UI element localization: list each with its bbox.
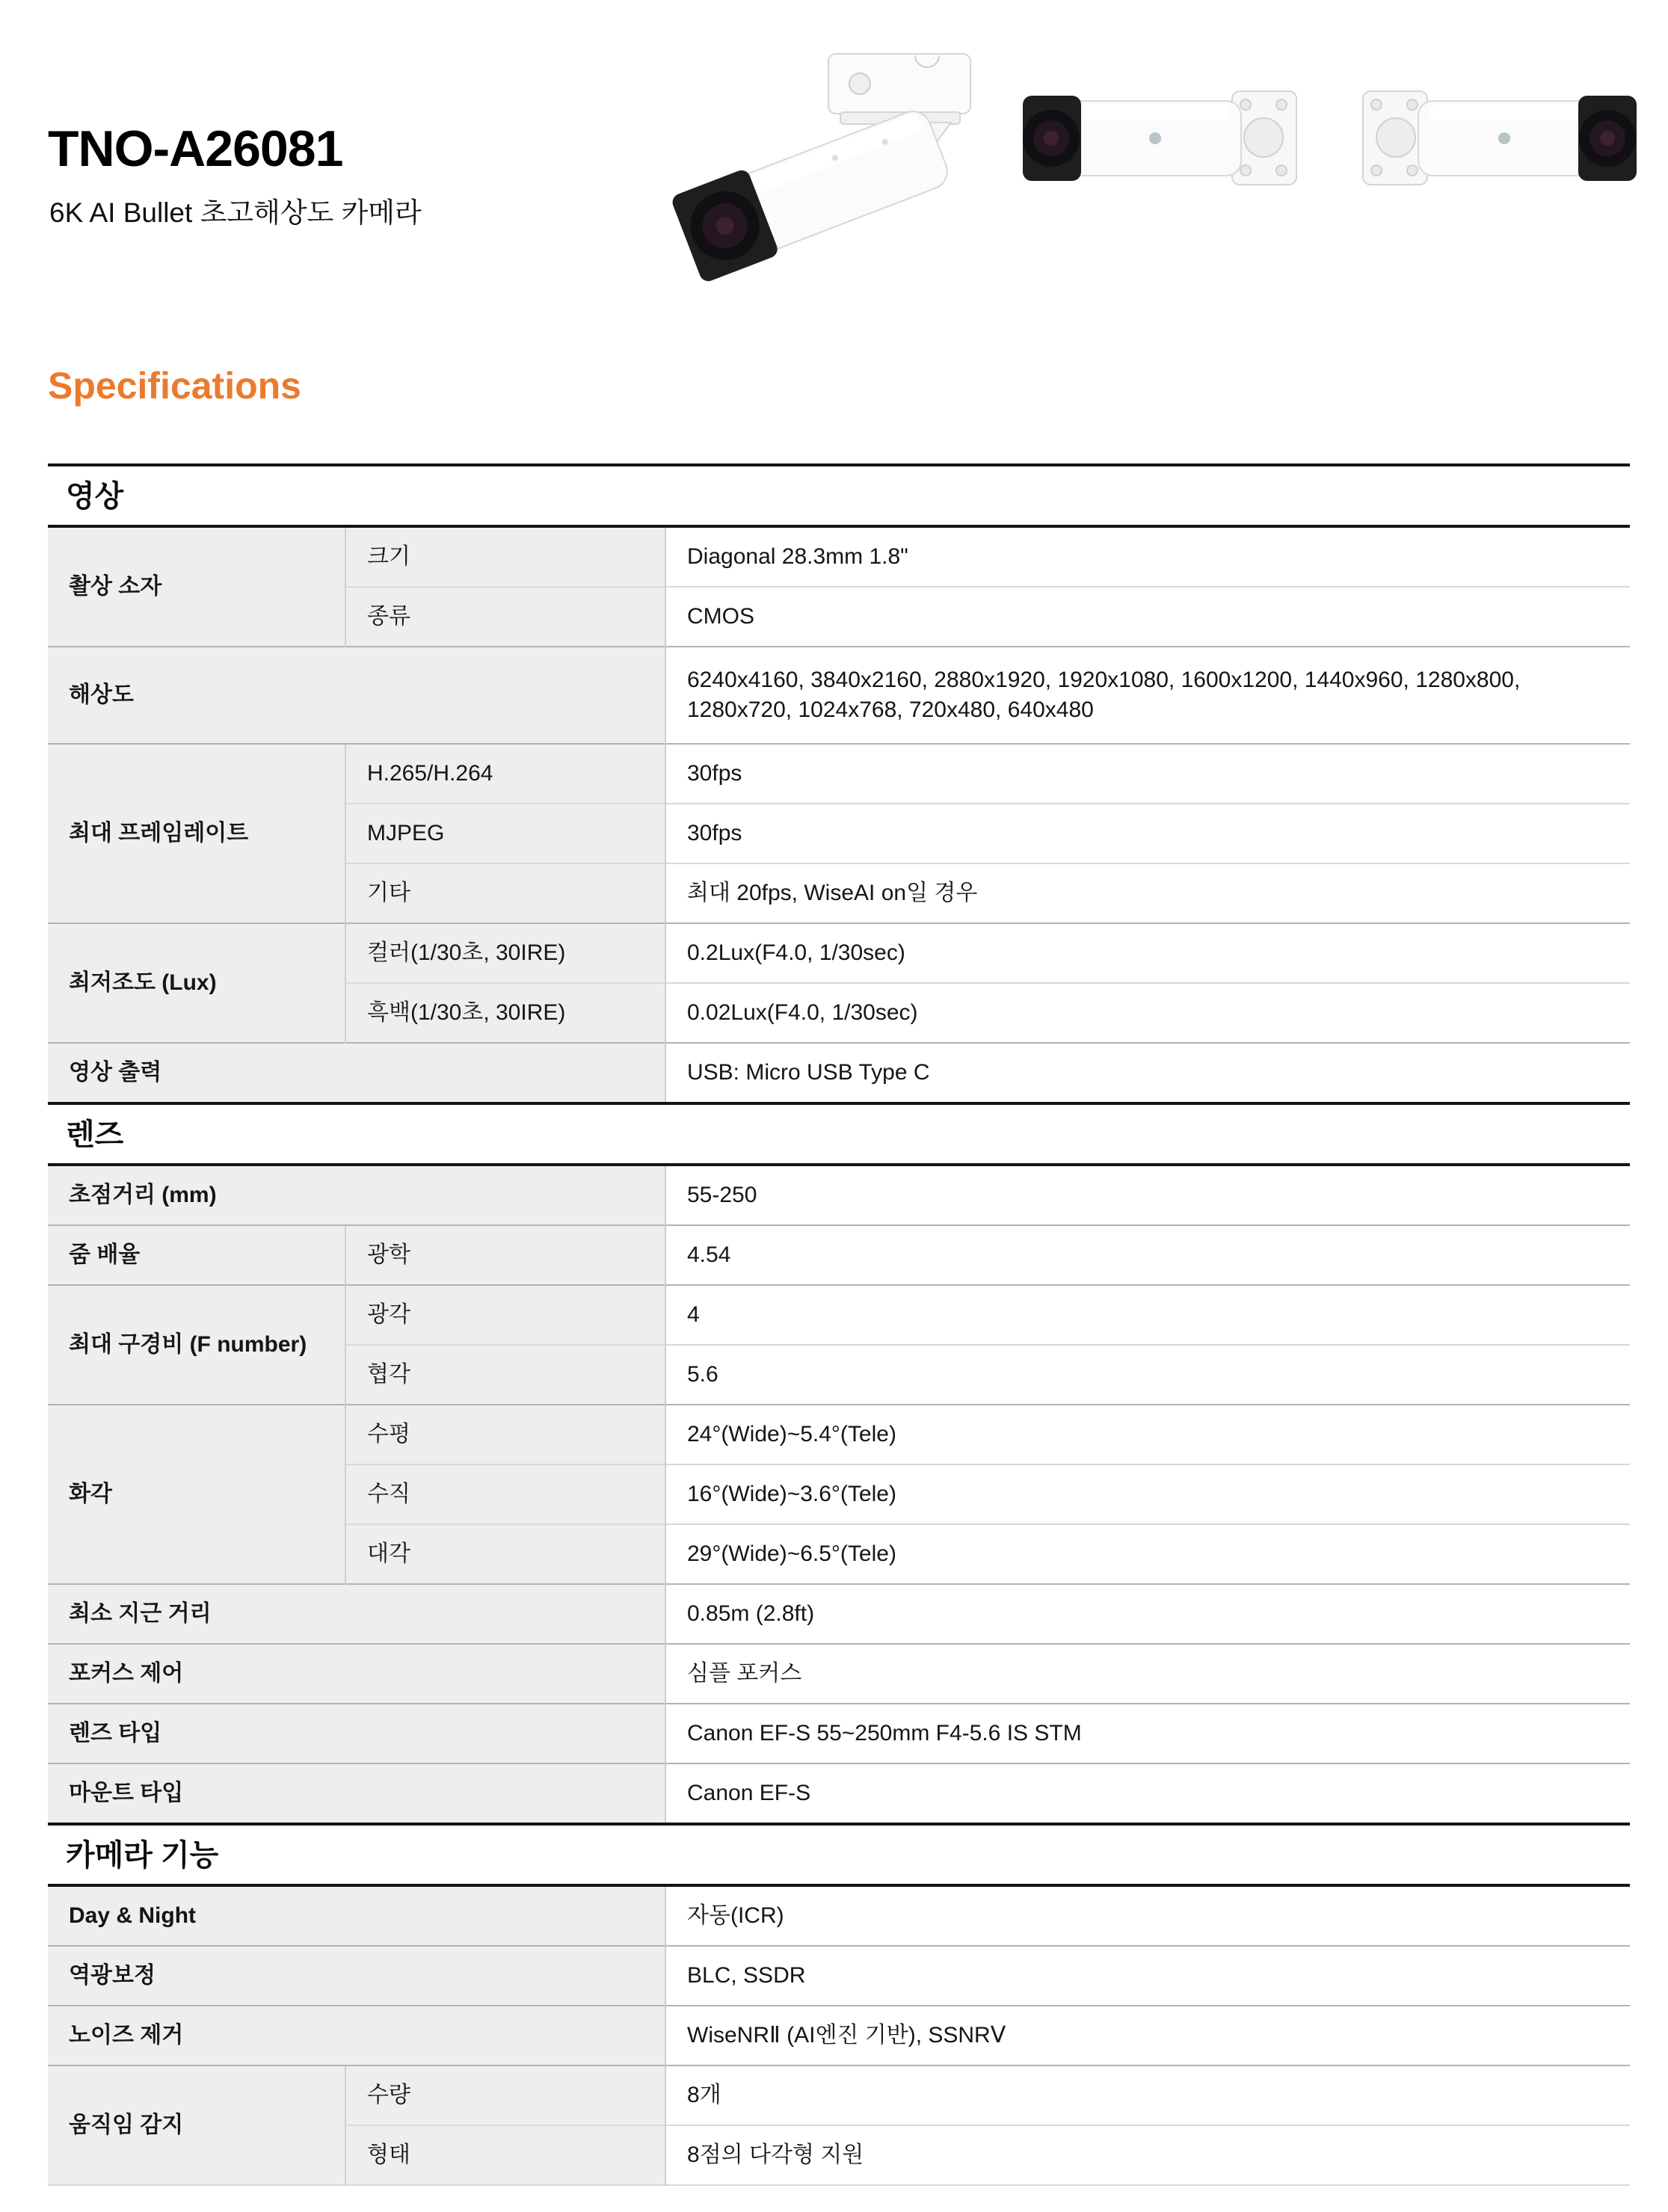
row-value: 5.6	[665, 1345, 1630, 1405]
product-subtitle: 6K AI Bullet 초고해상도 카메라	[49, 197, 422, 228]
row-label: 초점거리 (mm)	[48, 1165, 665, 1225]
row-label: 해상도	[48, 647, 665, 744]
row-value: 심플 포커스	[665, 1644, 1630, 1704]
row-value: 29°(Wide)~6.5°(Tele)	[665, 1524, 1630, 1584]
camera-body-angled	[670, 101, 955, 284]
spec-content	[48, 463, 1630, 2186]
row-label: 최대 구경비 (F number)	[48, 1285, 345, 1405]
row-sublabel: MJPEG	[345, 804, 665, 863]
spec-table-lens	[48, 1163, 1630, 1823]
bullet-camera-profile-facing-right-with-mount-plate	[1363, 91, 1637, 185]
row-value: 0.02Lux(F4.0, 1/30sec)	[665, 983, 1630, 1043]
row-label: 노이즈 제거	[48, 2006, 665, 2065]
row-label: 최대 프레임레이트	[48, 744, 345, 923]
row-value: 최대 20fps, WiseAI on일 경우	[665, 863, 1630, 923]
row-value: 6240x4160, 3840x2160, 2880x1920, 1920x1080, 1600x1200, 1440x960, 1280x800, 1280x720, 1024x768, 720x480, 640x480	[665, 647, 1630, 744]
row-value: 24°(Wide)~5.4°(Tele)	[665, 1405, 1630, 1464]
row-value: 30fps	[665, 744, 1630, 804]
row-value: Diagonal 28.3mm 1.8"	[665, 526, 1630, 587]
row-sublabel: 광각	[345, 1285, 665, 1345]
row-label: 렌즈 타입	[48, 1704, 665, 1763]
row-label: 최저조도 (Lux)	[48, 923, 345, 1043]
row-sublabel: 기타	[345, 863, 665, 923]
row-value: 자동(ICR)	[665, 1885, 1630, 1946]
row-value: Canon EF-S	[665, 1763, 1630, 1823]
section-title-camera-features: 카메라 기능	[66, 1839, 219, 1872]
section-camera-features	[48, 1823, 1630, 2186]
row-value: 16°(Wide)~3.6°(Tele)	[665, 1464, 1630, 1524]
row-label: 영상 출력	[48, 1043, 665, 1102]
row-value: Canon EF-S 55~250mm F4-5.6 IS STM	[665, 1704, 1630, 1763]
row-value: 30fps	[665, 804, 1630, 863]
specifications-heading: Specifications	[48, 365, 301, 407]
row-value: 4.54	[665, 1225, 1630, 1285]
row-value: USB: Micro USB Type C	[665, 1043, 1630, 1102]
row-sublabel: 크기	[345, 526, 665, 587]
brand-logo-icon	[1498, 132, 1510, 144]
bullet-camera-profile-facing-left-with-mount-plate	[1023, 91, 1296, 185]
spec-table-camera-features	[48, 1884, 1630, 2186]
product-model-title: TNO-A26081	[48, 120, 343, 177]
row-value: BLC, SSDR	[665, 1946, 1630, 2006]
row-label: 포커스 제어	[48, 1644, 665, 1704]
row-sublabel: 수직	[345, 1464, 665, 1524]
mount-screw-icon	[849, 73, 870, 94]
section-title-lens: 렌즈	[66, 1118, 124, 1151]
section-video	[48, 463, 1630, 1102]
row-sublabel: 협각	[345, 1345, 665, 1405]
row-value: 8개	[665, 2065, 1630, 2125]
row-label: Day & Night	[48, 1885, 665, 1946]
row-value: 0.85m (2.8ft)	[665, 1584, 1630, 1644]
row-label: 화각	[48, 1405, 345, 1584]
row-value: 4	[665, 1285, 1630, 1345]
bullet-camera-angled-with-wall-mount	[670, 54, 970, 284]
row-sublabel: 형태	[345, 2125, 665, 2185]
header	[48, 120, 422, 230]
row-label: 마운트 타입	[48, 1763, 665, 1823]
row-sublabel: 대각	[345, 1524, 665, 1584]
row-value: 8점의 다각형 지원	[665, 2125, 1630, 2185]
row-value: WiseNRⅡ (AI엔진 기반), SSNRⅤ	[665, 2006, 1630, 2065]
row-label: 최소 지근 거리	[48, 1584, 665, 1644]
row-sublabel: 컬러(1/30초, 30IRE)	[345, 923, 665, 983]
row-value: 0.2Lux(F4.0, 1/30sec)	[665, 923, 1630, 983]
row-value: 55-250	[665, 1165, 1630, 1225]
row-sublabel: 수평	[345, 1405, 665, 1464]
row-label: 움직임 감지	[48, 2065, 345, 2185]
row-sublabel: H.265/H.264	[345, 744, 665, 804]
row-label: 줌 배율	[48, 1225, 345, 1285]
spec-table-video	[48, 525, 1630, 1102]
section-title-video: 영상	[66, 480, 124, 513]
row-label: 촬상 소자	[48, 526, 345, 647]
row-sublabel: 수량	[345, 2065, 665, 2125]
section-lens	[48, 1102, 1630, 1823]
row-sublabel: 광학	[345, 1225, 665, 1285]
brand-logo-icon	[1149, 132, 1161, 144]
row-sublabel: 종류	[345, 587, 665, 647]
row-sublabel: 흑백(1/30초, 30IRE)	[345, 983, 665, 1043]
row-label: 역광보정	[48, 1946, 665, 2006]
row-value: CMOS	[665, 587, 1630, 647]
